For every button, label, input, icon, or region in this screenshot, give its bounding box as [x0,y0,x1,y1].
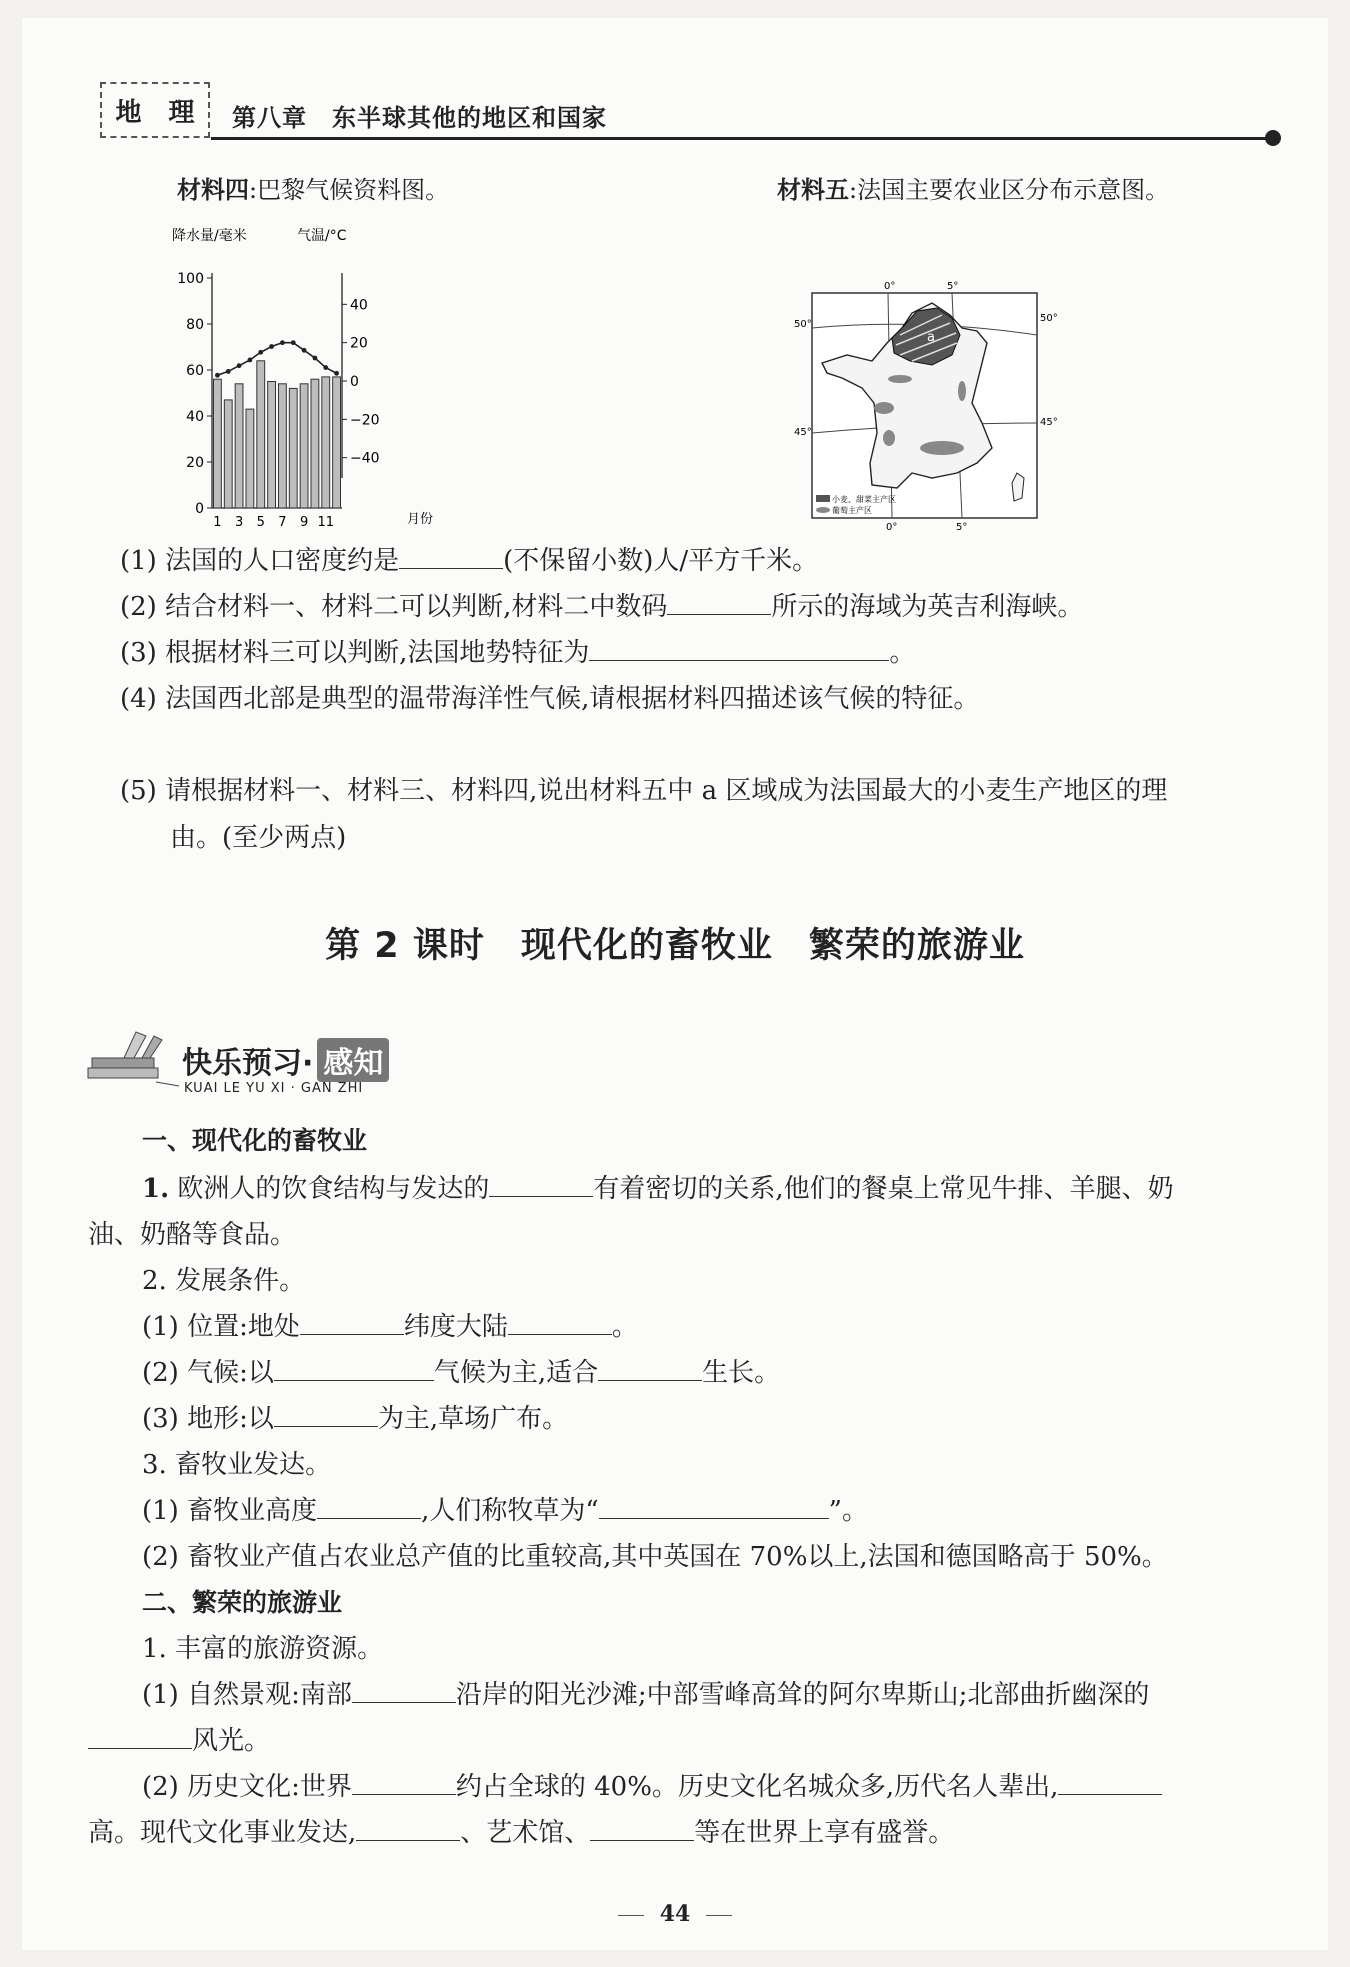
precip-bar [333,377,341,508]
y-left-label: 降水量/毫米 [172,228,247,244]
y-right-tick-label: −20 [350,412,380,429]
material4-title: 材料四:巴黎气候资料图。 [177,176,450,204]
answer-blank[interactable] [667,592,771,615]
temperature-point [334,371,339,376]
grape-region [920,441,964,455]
s1-para3: 3. 畜牧业发达。 [142,1450,332,1480]
section1-heading: 一、现代化的畜牧业 [142,1126,368,1155]
legend-swatch-grape [816,507,830,513]
s1-terrain: (3) 地形:以 为主,草场广布。 [142,1404,569,1434]
question-3: (3) 根据材料三可以判断,法国地势特征为 。 [120,638,916,668]
y-right-tick-label: 40 [350,297,368,314]
book-stack-icon [84,1028,184,1088]
question-5: (5) 请根据材料一、材料三、材料四,说出材料五中 a 区域成为法国最大的小麦生产地区的理 [120,776,1168,806]
x-tick-label: 11 [317,515,335,530]
x-tick-label: 1 [213,515,222,530]
answer-blank[interactable] [599,1496,829,1519]
france-agriculture-map [792,273,1058,533]
paris-climate-chart [172,218,432,538]
y-right-tick-label: 0 [350,374,359,390]
temperature-point [313,356,318,361]
s1-para2: 2. 发展条件。 [142,1266,306,1296]
grape-region [883,430,895,446]
precip-bar [246,409,254,508]
precip-bar [224,400,232,508]
s2-culture-cont: 高。现代文化事业发达, 、艺术馆、 等在世界上享有盛誉。 [88,1818,955,1848]
answer-blank[interactable] [300,1312,404,1335]
s2-para1: 1. 丰富的旅游资源。 [142,1634,384,1664]
lat-label: 50° [794,319,812,330]
answer-blank[interactable] [589,638,889,661]
question-2: (2) 结合材料一、材料二可以判断,材料二中数码 所示的海域为英吉利海峡。 [120,592,1084,622]
x-tick-label: 9 [299,515,309,530]
precip-bar [322,377,330,508]
s2-nature: (1) 自然景观:南部 沿岸的阳光沙滩;中部雪峰高耸的阿尔卑斯山;北部曲折幽深的 [142,1680,1150,1710]
answer-blank[interactable] [88,1726,192,1749]
subject-box [100,82,210,138]
temperature-point [323,365,328,370]
header-rule-dot [1265,130,1281,146]
answer-blank[interactable] [352,1680,456,1703]
s1-output-share: (2) 畜牧业产值占农业总产值的比重较高,其中英国在 70%以上,法国和德国略高于 50%。 [142,1542,1168,1572]
grape-region [958,381,966,401]
lon-label: 5° [956,522,968,533]
subject-char: 理 [168,97,195,128]
lon-label: 5° [947,281,959,292]
material5-title: 材料五:法国主要农业区分布示意图。 [777,176,1170,204]
preview-logo: 快乐预习· 感知 [182,1038,389,1082]
y-left-tick-label: 60 [186,363,204,379]
answer-blank[interactable] [399,546,503,569]
answer-blank[interactable] [352,1772,456,1795]
y-right-label: 气温/°C [297,228,347,244]
s1-para1-cont: 油、奶酪等食品。 [88,1220,297,1250]
y-left-tick-label: 20 [186,455,204,471]
answer-blank[interactable] [317,1496,421,1519]
legend-wheat: 小麦、甜菜主产区 [832,495,896,504]
s1-location: (1) 位置:地处 纬度大陆 。 [142,1312,638,1342]
temperature-point [269,344,274,349]
answer-blank[interactable] [1058,1772,1162,1795]
precip-bar [289,388,297,508]
temperature-point [237,363,242,368]
lat-label: 45° [1040,417,1058,428]
precip-bar [300,384,308,508]
answer-blank[interactable] [356,1818,460,1841]
page [22,18,1328,1950]
temperature-point [248,358,253,363]
s1-climate: (2) 气候:以 气候为主,适合 生长。 [142,1358,781,1388]
precip-bar [311,379,319,508]
x-tick-label: 3 [234,515,244,530]
answer-blank[interactable] [508,1312,612,1335]
temperature-point [215,373,220,378]
lat-label: 45° [794,427,812,438]
temperature-point [291,340,296,345]
subject-char: 地 [115,97,142,128]
answer-blank[interactable] [590,1818,694,1841]
answer-blank[interactable] [274,1404,378,1427]
temperature-point [258,350,263,355]
grape-region [888,375,912,383]
region-label-a: a [927,330,935,345]
lat-label: 50° [1040,313,1058,324]
question-4: (4) 法国西北部是典型的温带海洋性气候,请根据材料四描述该气候的特征。 [120,684,980,714]
preview-logo-pinyin: KUAI LE YU XI · GAN ZHI [184,1081,364,1096]
precip-bar [279,384,287,508]
question-1: (1) 法国的人口密度约是 (不保留小数)人/平方千米。 [120,546,819,576]
chapter-title: 第八章 东半球其他的地区和国家 [232,103,607,132]
y-left-tick-label: 40 [186,409,204,425]
x-tick-label: 7 [278,515,287,530]
y-left-tick-label: 0 [195,501,204,517]
s1-livestock: (1) 畜牧业高度 ,人们称牧草为“ ”。 [142,1496,868,1526]
y-left-tick-label: 80 [186,317,204,333]
s2-culture: (2) 历史文化:世界 约占全球的 40%。历史文化名城众多,历代名人辈出, [142,1772,1162,1803]
header-rule [211,137,1271,140]
lon-label: 0° [884,281,896,292]
answer-blank[interactable] [274,1358,434,1381]
precip-bar [235,384,243,508]
grape-region [874,402,894,414]
temperature-point [226,369,231,374]
x-unit-label: 月份 [407,512,434,527]
lon-label: 0° [886,522,898,533]
temperature-point [280,340,285,345]
answer-blank[interactable] [598,1358,702,1381]
s1-para1: 1. 欧洲人的饮食结构与发达的 有着密切的关系,他们的餐桌上常见牛排、羊腿、奶 [142,1174,1174,1204]
legend-swatch-wheat [816,495,830,502]
legend-grape: 葡萄主产区 [832,506,872,515]
temperature-point [302,348,307,353]
x-tick-label: 5 [256,515,265,530]
question-5-continued: 由。(至少两点) [170,823,347,853]
page-number: 44 [22,1901,1328,1927]
lesson-title: 第 2 课时 现代化的畜牧业 繁荣的旅游业 [325,926,1025,966]
s2-nature-cont: 风光。 [88,1726,270,1757]
temperature-line [217,343,336,376]
section2-heading: 二、繁荣的旅游业 [142,1588,343,1617]
answer-blank[interactable] [489,1174,593,1197]
precip-bar [214,379,222,508]
y-right-tick-label: −40 [350,450,380,467]
y-left-tick-label: 100 [177,271,204,287]
y-right-tick-label: 20 [350,335,368,352]
precip-bar [257,361,265,508]
precip-bar [268,382,276,509]
